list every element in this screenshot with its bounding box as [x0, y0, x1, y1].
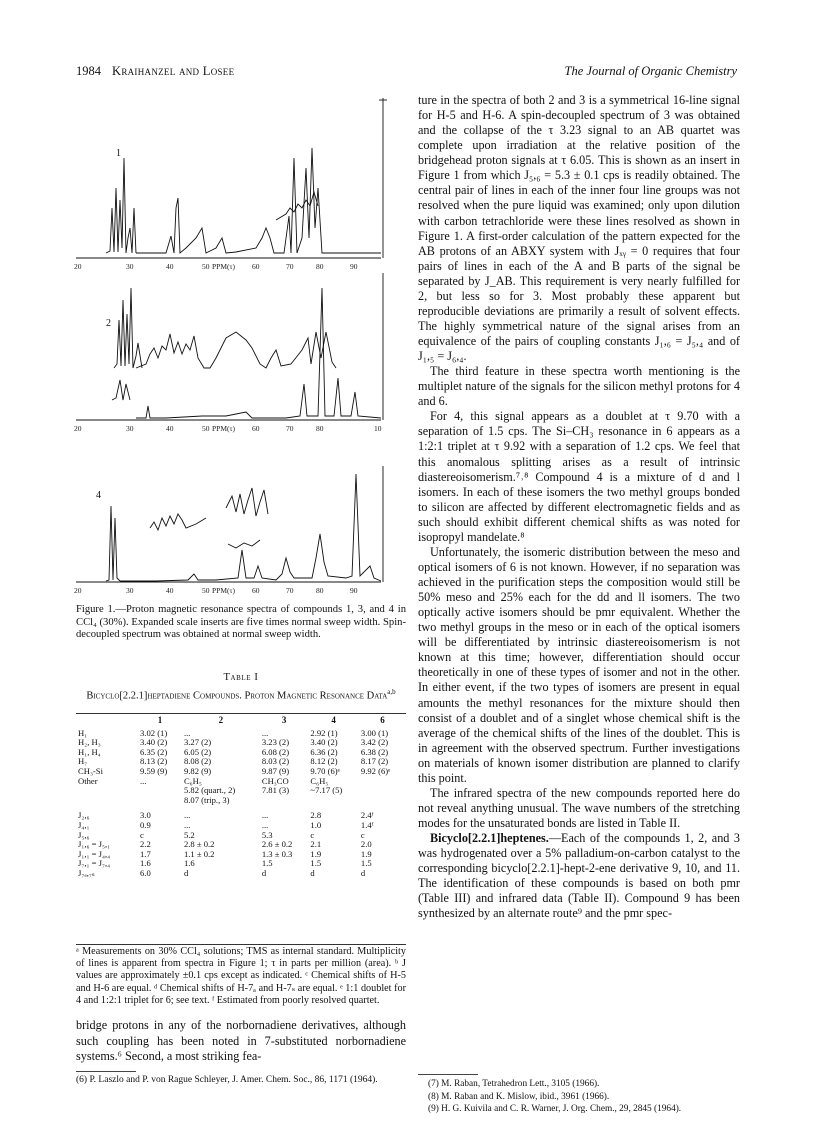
cell: C₆H₅ [183, 775, 202, 786]
cell: 6.0 [140, 867, 151, 878]
axis1-tick-80: 80 [316, 262, 324, 271]
cell: CH₃CO [261, 775, 289, 786]
cell: ... [140, 775, 147, 786]
cell: C₆H₅ [310, 775, 329, 786]
spectrum-3-insert [228, 540, 260, 548]
axis2-tick-70: 70 [286, 424, 294, 433]
axis1-tick-90: 90 [350, 262, 358, 271]
cell: 9.59 (9) [140, 765, 168, 776]
axis3-unit: PPM(τ) [212, 586, 236, 595]
cell [76, 796, 138, 806]
axis3-tick-90: 90 [350, 586, 358, 595]
cell: J₅,₆ [78, 829, 90, 840]
cell [76, 786, 138, 796]
table-row [76, 729, 406, 739]
table-subtitle-sup: a,b [387, 688, 396, 696]
cell: 8.13 (2) [140, 756, 168, 767]
spectrum-1-insert [276, 192, 318, 220]
cell: 6.38 (2) [360, 746, 389, 757]
spectrum-2-main [136, 332, 336, 368]
cell: 6.08 (2) [261, 746, 290, 757]
cell [359, 777, 406, 787]
cell: 3.00 (1) [360, 727, 389, 738]
cell: ~7.17 (5) [310, 785, 343, 796]
axis1-tick-30: 30 [126, 262, 134, 271]
table-row [76, 777, 406, 787]
cell: 1.5 [360, 858, 372, 869]
cell: 3.40 (2) [140, 737, 168, 748]
spectrum-2-peaks [136, 288, 381, 418]
left-body-text: bridge protons in any of the norbornadiene derivatives, although such coupling has been noted in 7-substituted norbornadiene systems.⁶ Second, a most striking fea- [76, 1018, 406, 1063]
cell: 2.8 [310, 810, 322, 821]
cell: 2.8 ± 0.2 [183, 839, 215, 850]
cell: 0.9 [140, 819, 151, 830]
cell: 1.7 [140, 848, 151, 859]
cell: J₂,₆ [78, 810, 90, 821]
cell: 2.6 ± 0.2 [261, 839, 293, 850]
spectrum-2-decoupled [112, 380, 130, 400]
figure-nmr-spectra [76, 88, 406, 598]
axis2-unit: PPM(τ) [212, 424, 236, 433]
axis1-tick-20: 20 [74, 262, 82, 271]
table-row [76, 850, 406, 860]
panel-label-1: 1 [116, 148, 121, 159]
col-header-2: 2 [218, 715, 224, 725]
cell: 2.4ᶠ [360, 810, 374, 821]
left-footnote-rule [76, 1071, 136, 1072]
axis2-tick-40: 40 [166, 424, 174, 433]
cell: 1.9 [310, 848, 322, 859]
table-row [76, 757, 406, 767]
cell: 3.40 (2) [310, 737, 338, 748]
cell: 6.05 (2) [183, 746, 212, 757]
axis2-tick-60: 60 [252, 424, 260, 433]
paragraph-4: Unfortunately, the isomeric distribution between the meso and optical isomers of 6 is not known. However, if no separation was achieved in the purification steps the composition would still be 50% meso and 25% each for the dd and ll isomers. The two optically active isomers should be pmr equivalent. Whether the two methyl groups in the meso or in each of the optical isomers will be differentiated by intrinsic diastereoisomerism is not known at this time; however, differentiation should occur theoretically in one of these types of isomer and not in the other. In either event, if the two types of isomers are present in equal amounts the methyl resonances for the mixture should then consist of a doublet and of a singlet whose chemical shift is the average of the chemical shifts of the lines of the doublet. This is in agreement with the observed spectrum. Further investigations on materials of known isomer distribution are planned to clarify this point. [418, 544, 740, 785]
axis1-tick-70: 70 [286, 262, 294, 271]
cell: 1.5 [261, 858, 273, 869]
paragraph-3: For 4, this signal appears as a doublet at τ 9.70 with a separation of 1.5 cps. The Si–CH₃ resonance in 6 appears as a 1:2:1 triplet at τ 9.92 with a separation of 1.2 cps. We feel that this anomalous splitting arises as a result of intrinsic diastereoisomerism.⁷˒⁸ Compound 4 is a mixture of d and l isomers. In each of these isomers the two methyl groups bonded to silicon are affected by different electromagnetic fields and as such should exhibit different chemical shifts as was noted for isopropyl mandelate.⁸ [418, 409, 740, 544]
cell [308, 796, 358, 806]
footnote-9: (9) H. G. Kuivila and C. R. Warner, J. Org. Chem., 29, 2845 (1964). [428, 1104, 682, 1114]
cell: ... [183, 810, 191, 821]
table-row [76, 840, 406, 850]
table-row [76, 767, 406, 777]
running-head-journal: The Journal of Organic Chemistry [564, 64, 737, 78]
cell: 3.27 (2) [183, 737, 212, 748]
cell: J₇,₁ = J₇,₄ [78, 858, 111, 869]
cell: d [360, 867, 366, 878]
cell: c [310, 829, 315, 840]
table-row [76, 786, 406, 796]
axis3-tick-80: 80 [316, 586, 324, 595]
cell: 7.81 (3) [261, 785, 290, 796]
table-row [76, 831, 406, 841]
cell [138, 796, 182, 806]
pmr-data-table [76, 716, 406, 879]
col-header-6: 6 [380, 715, 385, 725]
footnote-7: (7) M. Raban, Tetrahedron Lett., 3105 (1966). [428, 1079, 600, 1089]
paragraph-2: The third feature in these spectra worth mentioning is the multiplet nature of the signals for the silicon methyl protons for 4 and 6. [418, 364, 740, 409]
cell: 1.5 [310, 858, 322, 869]
cell: 8.07 (trip., 3) [183, 794, 230, 805]
cell: 3.42 (2) [360, 737, 389, 748]
axis3-tick-30: 30 [126, 586, 134, 595]
paragraph-5: The infrared spectra of the new compounds reported here do not reveal anything unusual. The wave numbers of the stretching modes for the unsaturated bonds are listed in Table II. [418, 785, 740, 830]
table-row [76, 738, 406, 748]
cell: ... [183, 819, 191, 830]
cell: d [310, 867, 315, 878]
cell: H₇ [78, 756, 88, 767]
right-footnote-rule [418, 1074, 478, 1075]
panel-label-2: 2 [106, 318, 111, 329]
spectrum-1-main [136, 148, 381, 253]
cell: J₁,₁ = J₄,₄ [78, 848, 111, 859]
axis2-tick-80: 80 [316, 424, 324, 433]
axis1-unit: PPM(τ) [212, 262, 236, 271]
cell: J₄,₁ [78, 819, 90, 830]
cell: CH₃-Si [78, 765, 103, 776]
footnote-8: (8) M. Raban and K. Mislow, ibid., 3961 (1966). [428, 1091, 610, 1102]
cell [138, 786, 182, 796]
axis2-tick-50: 50 [202, 424, 210, 433]
cell: 9.70 (6)ᵉ [310, 765, 340, 776]
cell: 8.17 (2) [360, 756, 389, 767]
cell [359, 796, 406, 806]
table-subtitle-text: Bicyclo[2.2.1]heptadiene Compounds. Proton Magnetic Resonance Data [86, 690, 388, 702]
section-heading: Bicyclo[2.2.1]heptenes. [430, 831, 549, 846]
cell: 1.3 ± 0.3 [261, 848, 293, 859]
cell: c [140, 829, 144, 840]
axis1-tick-40: 40 [166, 262, 174, 271]
paragraph-6 [418, 831, 740, 921]
cell [359, 786, 406, 796]
col-header-3: 3 [281, 715, 287, 725]
cell: c [360, 829, 365, 840]
axis3-tick-40: 40 [166, 586, 174, 595]
cell: 3.0 [140, 810, 151, 821]
cell: H₁, H₄ [78, 746, 101, 757]
cell: Other [78, 775, 98, 786]
table-top-rule [76, 713, 406, 714]
cell: 3.02 (1) [140, 727, 168, 738]
col-header-0 [76, 716, 138, 729]
spectrum-1-expanded [106, 158, 136, 253]
cell [260, 796, 309, 806]
cell: 5.3 [261, 829, 273, 840]
table-title: Table I [223, 672, 259, 683]
cell: 9.82 (9) [183, 765, 212, 776]
cell: 9.92 (6)ᵉ [360, 765, 391, 776]
cell: 8.12 (2) [310, 756, 338, 767]
table-header-row [76, 716, 406, 729]
cell: 2.92 (1) [310, 727, 338, 738]
cell: 1.9 [360, 848, 372, 859]
axis2-tick-20: 20 [74, 424, 82, 433]
col-header-1: 1 [157, 715, 163, 725]
section-text: —Each of the compounds 1, 2, and 3 was hydrogenated over a 5% palladium-on-carbon catalyst to the corresponding bicyclo[2.2.1]-hept-2-ene derivative 9, 10, and 11. The identification of these compounds is based on both pmr (Table III) and infrared data (Table II). Compound 9 has been synthesized by an alternate route⁹ and the pmr spec- [418, 831, 740, 921]
axis3-tick-20: 20 [74, 586, 82, 595]
cell: 8.08 (2) [183, 756, 212, 767]
left-footnote: (6) P. Laszlo and P. von Rague Schleyer, J. Amer. Chem. Soc., 86, 1171 (1964). [76, 1075, 378, 1085]
table-footnotes: ᵃ Measurements on 30% CCl₄ solutions; TMS as internal standard. Multiplicity of lines is apparent from spectra in Figure 1; τ in parts per million (area). ᵇ J values are approximately ±0.1 cps except as indicated. ᶜ Chemical shifts of H-5 and H-6 are equal. ᵈ Chemical shifts of H-7ₐ and H-7ₛ are equal. ᵉ 1:1 doublet for 4 and 1:2:1 triplet for 6; see text. ᶠ Estimated from poorly resolved quartet. [76, 946, 406, 1006]
table-row [76, 869, 406, 879]
cell: 1.0 [310, 819, 322, 830]
cell: 3.23 (2) [261, 737, 290, 748]
figure-caption: Figure 1.—Proton magnetic resonance spectra of compounds 1, 3, and 4 in CCl₄ (30%). Expanded scale inserts are five times normal sweep width. Spin-decoupled spectrum was obtained at normal sweep width. [76, 604, 406, 641]
right-footnotes [418, 1078, 740, 1116]
cell: d [261, 867, 267, 878]
table-bottom-rule [76, 944, 406, 945]
cell: J₇ₐ,₇ₛ [78, 867, 95, 878]
table-row [76, 796, 406, 806]
page-number: 1984 [76, 64, 101, 78]
cell: ... [183, 727, 191, 738]
running-head-authors: Kraihanzel and Losee [112, 64, 235, 78]
col-header-4: 4 [331, 715, 336, 725]
axis2-tick-30: 30 [126, 424, 134, 433]
axis3-tick-70: 70 [286, 586, 294, 595]
spectrum-3-phenyl [150, 514, 206, 530]
cell: 6.36 (2) [310, 746, 338, 757]
panel-label-3: 4 [96, 490, 101, 501]
spectrum-3-expanded [106, 506, 120, 581]
axis3-tick-50: 50 [202, 586, 210, 595]
cell: H₂, H₃ [78, 737, 101, 748]
cell: d [183, 867, 189, 878]
cell: 1.1 ± 0.2 [183, 848, 215, 859]
cell: ... [261, 727, 269, 738]
axis1-tick-60: 60 [252, 262, 260, 271]
spectrum-3-olefin [226, 488, 268, 516]
table-row [76, 748, 406, 758]
axis1-tick-50: 50 [202, 262, 210, 271]
right-column [418, 93, 740, 921]
cell: 6.35 (2) [140, 746, 168, 757]
cell: H₁ [78, 727, 88, 738]
cell: 1.6 [140, 858, 151, 869]
cell: 2.1 [310, 839, 322, 850]
table-row [76, 821, 406, 831]
table-row [76, 805, 406, 821]
cell: 2.2 [140, 839, 151, 850]
cell: ... [261, 810, 269, 821]
cell: 1.6 [183, 858, 195, 869]
cell: 1.4ᶠ [360, 819, 374, 830]
cell: 5.2 [183, 829, 195, 840]
axis2-tick-10: 10 [374, 424, 382, 433]
spectrum-2-expanded [114, 288, 142, 368]
cell: 8.03 (2) [261, 756, 290, 767]
cell: J₁,₆ = J₅,₁ [78, 839, 111, 850]
table-row [76, 859, 406, 869]
paragraph-1: ture in the spectra of both 2 and 3 is a symmetrical 16-line signal for H-5 and H-6. A spin-decoupled spectrum of 3 was obtained and the collapse of the τ 3.23 signal to an AB quartet was complete upon irradiation at the relative position of the bridgehead proton signals at τ 6.05. This is shown as an insert in Figure 1 from which J₅,₆ = 5.3 ± 0.1 cps is readily obtained. The central pair of lines in each of the inner four line groups was not resolved when the pure liquid was examined; only upon dilution with carbon tetrachloride were these lines resolved as shown in Figure 1. A first-order calculation of the pattern expected for the AB protons of an ABXY system with Jₓᵧ = 0 requires that four pairs of lines in each of the A and B parts of the signal be separated by J_AB. This requirement is very nearly fulfilled for 2, but less so for 3. Most probably these apparent but reproducible deviations are primarily a result of solvent effects. The highly symmetrical nature of the signal arises from an equivalence of the pairs of coupling constants J₁,₆ = J₅,₄ and of J₁,₅ = J₆,₄. [418, 93, 740, 364]
cell: 9.87 (9) [261, 765, 290, 776]
cell: 5.82 (quart., 2) [183, 785, 236, 796]
cell: 2.0 [360, 839, 372, 850]
table-subtitle [76, 686, 406, 703]
axis3-tick-60: 60 [252, 586, 260, 595]
cell: ... [261, 819, 269, 830]
